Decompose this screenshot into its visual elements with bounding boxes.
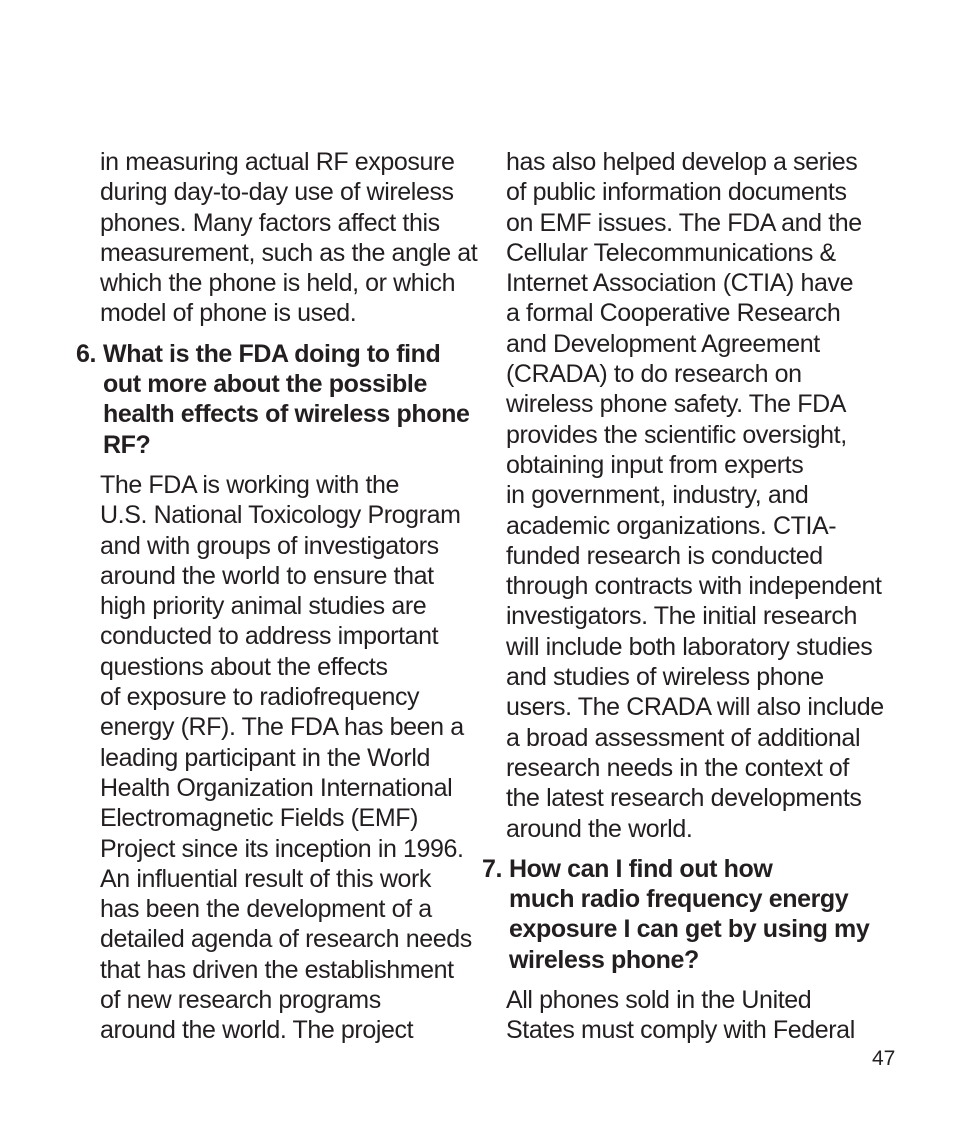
right-column	[482, 147, 882, 1046]
text-line: of exposure to radiofrequency	[100, 683, 420, 712]
text-line: around the world. The project	[100, 1016, 414, 1045]
answer-6-paragraph	[76, 470, 472, 1046]
text-line: (CRADA) to do research on	[506, 360, 802, 389]
text-line: during day-to-day use of wireless	[100, 178, 454, 207]
right-continued-paragraph	[482, 147, 882, 844]
text-line: An influential result of this work	[100, 864, 432, 893]
heading-line: out more about the possible	[103, 370, 427, 399]
text-line: Project since its inception in 1996.	[100, 834, 464, 863]
text-line: in measuring actual RF exposure	[100, 148, 455, 176]
text-line: academic organizations. CTIA-	[506, 511, 837, 540]
text-line: which the phone is held, or which	[100, 269, 456, 298]
heading-line	[76, 339, 466, 369]
text-line: users. The CRADA will also include	[506, 693, 884, 722]
answer-7-paragraph	[482, 985, 882, 1046]
text-line: of public information documents	[506, 178, 847, 207]
text-line: and Development Agreement	[506, 329, 820, 358]
left-continued-paragraph	[76, 147, 478, 329]
text-line: a formal Cooperative Research	[506, 299, 841, 328]
text-line: phones. Many factors affect this	[100, 208, 440, 237]
text-line: has also helped develop a series	[506, 148, 858, 176]
text-line: provides the scientific oversight,	[506, 420, 847, 449]
text-line: Electromagnetic Fields (EMF)	[100, 804, 419, 833]
heading-text: What is the FDA doing to find	[103, 339, 441, 368]
text-line: conducted to address important	[100, 622, 439, 651]
text-line: the latest research developments	[506, 784, 862, 813]
text-line: and studies of wireless phone	[506, 663, 824, 692]
text-line: All phones sold in the United	[506, 986, 812, 1015]
text-line: energy (RF). The FDA has been a	[100, 713, 464, 742]
text-line: and with groups of investigators	[100, 531, 439, 560]
text-line: U.S. National Toxicology Program	[100, 501, 461, 530]
heading-line: health effects of wireless phone	[103, 400, 470, 429]
text-line: leading participant in the World	[100, 743, 430, 772]
left-column	[76, 147, 478, 1046]
question-number: 6.	[76, 339, 97, 368]
text-line: obtaining input from experts	[506, 450, 804, 479]
text-line: The FDA is working with the	[100, 470, 400, 499]
text-line: a broad assessment of additional	[506, 723, 861, 752]
page-number: 47	[872, 1047, 896, 1070]
heading-line: wireless phone?	[509, 945, 699, 974]
question-7-heading	[482, 854, 882, 975]
question-number: 7.	[482, 854, 503, 883]
text-line: Internet Association (CTIA) have	[506, 269, 854, 298]
text-line: has been the development of a	[100, 895, 432, 924]
text-line: research needs in the context of	[506, 753, 849, 782]
text-line: investigators. The initial research	[506, 602, 857, 631]
heading-line: exposure I can get by using my	[509, 915, 870, 944]
text-line: measurement, such as the angle at	[100, 238, 478, 267]
text-line: funded research is conducted	[506, 541, 823, 570]
text-line: States must comply with Federal	[506, 1016, 855, 1045]
heading-line: much radio frequency energy	[509, 885, 849, 914]
text-line: in government, industry, and	[506, 481, 809, 510]
heading-text: How can I find out how	[509, 854, 773, 883]
text-line: Health Organization International	[100, 773, 453, 802]
text-line: model of phone is used.	[100, 299, 357, 328]
text-line: questions about the effects	[100, 652, 388, 681]
text-line: around the world to ensure that	[100, 561, 434, 590]
text-line: on EMF issues. The FDA and the	[506, 208, 862, 237]
text-line: of new research programs	[100, 986, 381, 1015]
text-line: detailed agenda of research needs	[100, 925, 472, 954]
text-line: that has driven the establishment	[100, 955, 454, 984]
heading-line	[482, 854, 882, 884]
text-line: Cellular Telecommunications &	[506, 238, 836, 267]
text-line: through contracts with independent	[506, 572, 882, 601]
text-line: wireless phone safety. The FDA	[506, 390, 847, 419]
text-line: will include both laboratory studies	[506, 632, 873, 661]
text-line: high priority animal studies are	[100, 592, 427, 621]
heading-line: RF?	[103, 430, 151, 459]
question-6-heading	[76, 339, 470, 460]
text-line: around the world.	[506, 814, 693, 843]
